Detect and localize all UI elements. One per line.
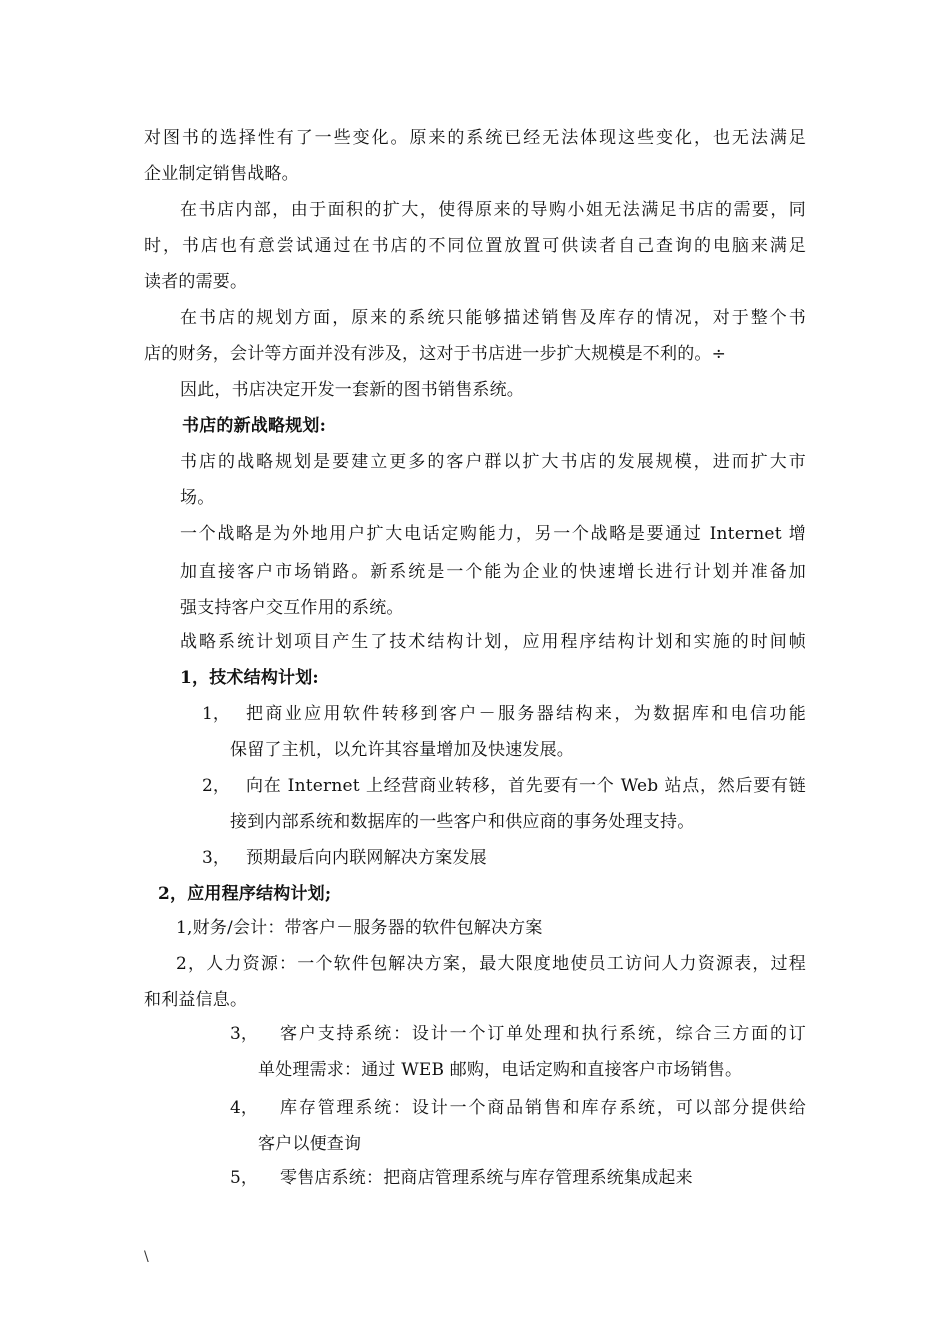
paragraph-line: 加直接客户市场销路。新系统是一个能为企业的快速增长进行计划并准备加 [180, 562, 806, 582]
list-item-line: 把商业应用软件转移到客户－服务器结构来，为数据库和电信功能 [246, 704, 806, 724]
list-item-line: 向在 Internet 上经营商业转移，首先要有一个 Web 站点，然后要有链 [246, 776, 806, 796]
paragraph-line: 因此，书店决定开发一套新的图书销售系统。 [180, 380, 524, 400]
section-heading: 书店的新战略规划: [182, 416, 327, 436]
list-item-line: 库存管理系统：设计一个商品销售和库存系统，可以部分提供给 [280, 1098, 806, 1118]
paragraph-line: 一个战略是为外地用户扩大电话定购能力，另一个战略是要通过 Internet 增 [180, 524, 806, 544]
paragraph-line: 在书店的规划方面，原来的系统只能够描述销售及库存的情况，对于整个书 [180, 308, 806, 328]
paragraph-line: 场。 [180, 488, 215, 508]
list-item-line: 单处理需求：通过 WEB 邮购，电话定购和直接客户市场销售。 [258, 1060, 743, 1080]
list-item-line: 零售店系统：把商店管理系统与库存管理系统集成起来 [280, 1168, 693, 1188]
paragraph-line: 时，书店也有意尝试通过在书店的不同位置放置可供读者自己查询的电脑来满足 [144, 236, 806, 256]
paragraph-line: 店的财务，会计等方面并没有涉及，这对于书店进一步扩大规模是不利的。÷ [144, 344, 727, 364]
list-item-line: 接到内部系统和数据库的一些客户和供应商的事务处理支持。 [230, 812, 695, 832]
list-item-line: 保留了主机，以允许其容量增加及快速发展。 [230, 740, 574, 760]
section-heading: 2，应用程序结构计划; [158, 884, 332, 904]
paragraph-line: 对图书的选择性有了一些变化。原来的系统已经无法体现这些变化，也无法满足 [144, 128, 806, 148]
paragraph-line: 书店的战略规划是要建立更多的客户群以扩大书店的发展规模，进而扩大市 [180, 452, 806, 472]
paragraph-line: 2，人力资源：一个软件包解决方案，最大限度地使员工访问人力资源表，过程 [176, 954, 806, 974]
list-number: 3， [230, 1024, 258, 1044]
paragraph-line: 1,财务/会计：带客户－服务器的软件包解决方案 [176, 918, 543, 938]
footer-mark: \ [144, 1249, 149, 1265]
paragraph-line: 战略系统计划项目产生了技术结构计划，应用程序结构计划和实施的时间帧 [180, 632, 806, 652]
list-number: 4， [230, 1098, 258, 1118]
paragraph-line: 强支持客户交互作用的系统。 [180, 598, 404, 618]
paragraph-line: 和利益信息。 [144, 990, 248, 1010]
paragraph-line: 读者的需要。 [144, 272, 248, 292]
list-number: 3， [202, 848, 230, 868]
paragraph-line: 在书店内部，由于面积的扩大，使得原来的导购小姐无法满足书店的需要，同 [180, 200, 806, 220]
paragraph-line: 企业制定销售战略。 [144, 164, 299, 184]
list-number: 1， [202, 704, 230, 724]
list-item-line: 预期最后向内联网解决方案发展 [246, 848, 487, 868]
section-heading: 1，技术结构计划: [180, 668, 319, 688]
list-number: 2， [202, 776, 230, 796]
list-number: 5， [230, 1168, 258, 1188]
list-item-line: 客户以便查询 [258, 1134, 362, 1154]
list-item-line: 客户支持系统：设计一个订单处理和执行系统，综合三方面的订 [280, 1024, 806, 1044]
